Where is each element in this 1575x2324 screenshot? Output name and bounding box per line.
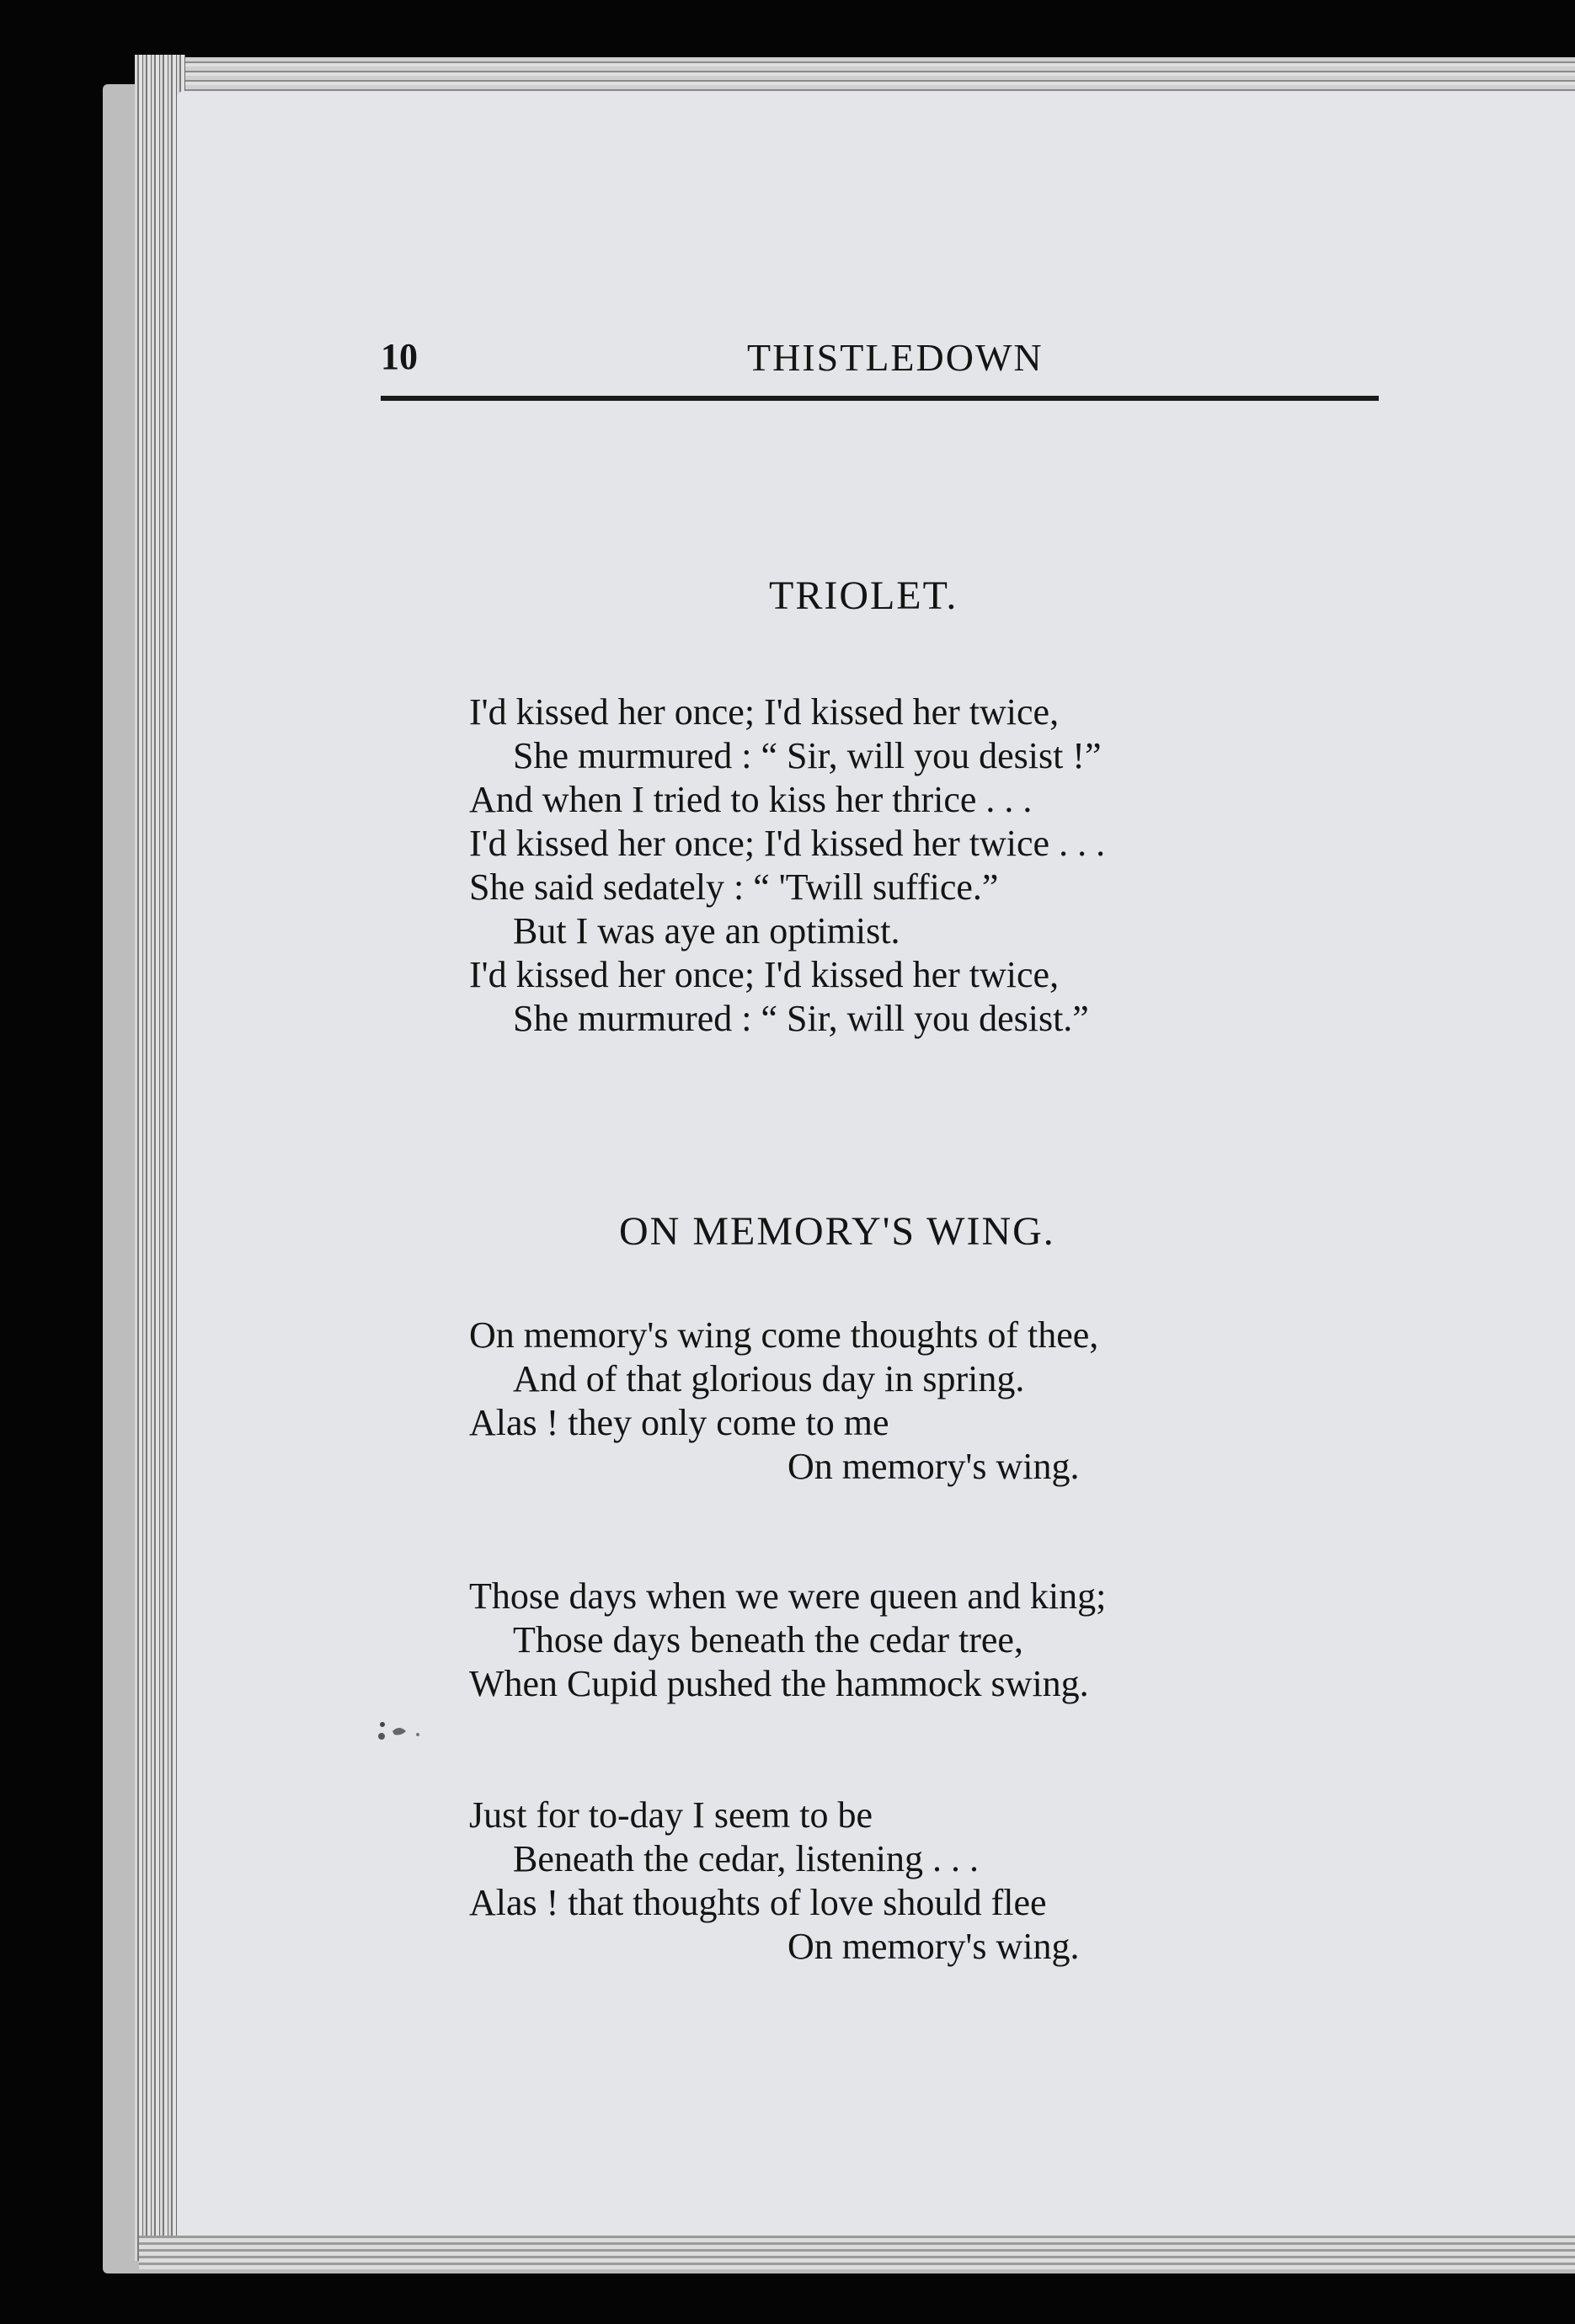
poem-line: I'd kissed her once; I'd kissed her twice . . . [469,823,1106,864]
poem-line: She murmured : “ Sir, will you desist !” [513,735,1102,776]
poem-memorys-wing-stanza-2 [469,1575,1106,1706]
poem-line: And of that glorious day in spring. [513,1358,1025,1399]
poem-line: Those days beneath the cedar tree, [513,1619,1023,1660]
poem-line: Beneath the cedar, listening . . . [513,1838,979,1879]
poem-line: I'd kissed her once; I'd kissed her twice, [469,691,1060,733]
header-rule [381,396,1379,401]
poem-line: Alas ! they only come to me [469,1402,889,1443]
ink-smudge [376,1718,426,1746]
poem-line: I'd kissed her once; I'd kissed her twice, [469,954,1060,995]
poem-title-memorys-wing: ON MEMORY'S WING. [619,1209,1055,1254]
poem-line: But I was aye an optimist. [513,910,900,951]
poem-title-triolet: TRIOLET. [769,573,958,618]
poem-line: She murmured : “ Sir, will you desist.” [513,998,1089,1039]
page-header [381,335,1379,386]
book-top-edge [143,57,1575,94]
poem-memorys-wing-stanza-3 [469,1794,1079,1969]
poem-line: On memory's wing. [788,1926,1080,1967]
poem-triolet-stanza [469,690,1105,1041]
book-bottom-edge [139,2236,1575,2269]
poem-line: Alas ! that thoughts of love should flee [469,1882,1047,1923]
poem-line: On memory's wing come thoughts of thee, [469,1314,1099,1356]
poem-line: When Cupid pushed the hammock swing. [469,1663,1089,1704]
poem-line: She said sedately : “ 'Twill suffice.” [469,866,999,908]
poem-line: And when I tried to kiss her thrice . . . [469,779,1033,820]
poem-memorys-wing-stanza-1 [469,1314,1098,1489]
page-number: 10 [381,336,418,377]
running-head: THISTLEDOWN [747,336,1044,379]
poem-line: Just for to-day I seem to be [469,1794,873,1836]
poem-line: Those days when we were queen and king; [469,1575,1107,1617]
poem-line: On memory's wing. [788,1446,1080,1487]
